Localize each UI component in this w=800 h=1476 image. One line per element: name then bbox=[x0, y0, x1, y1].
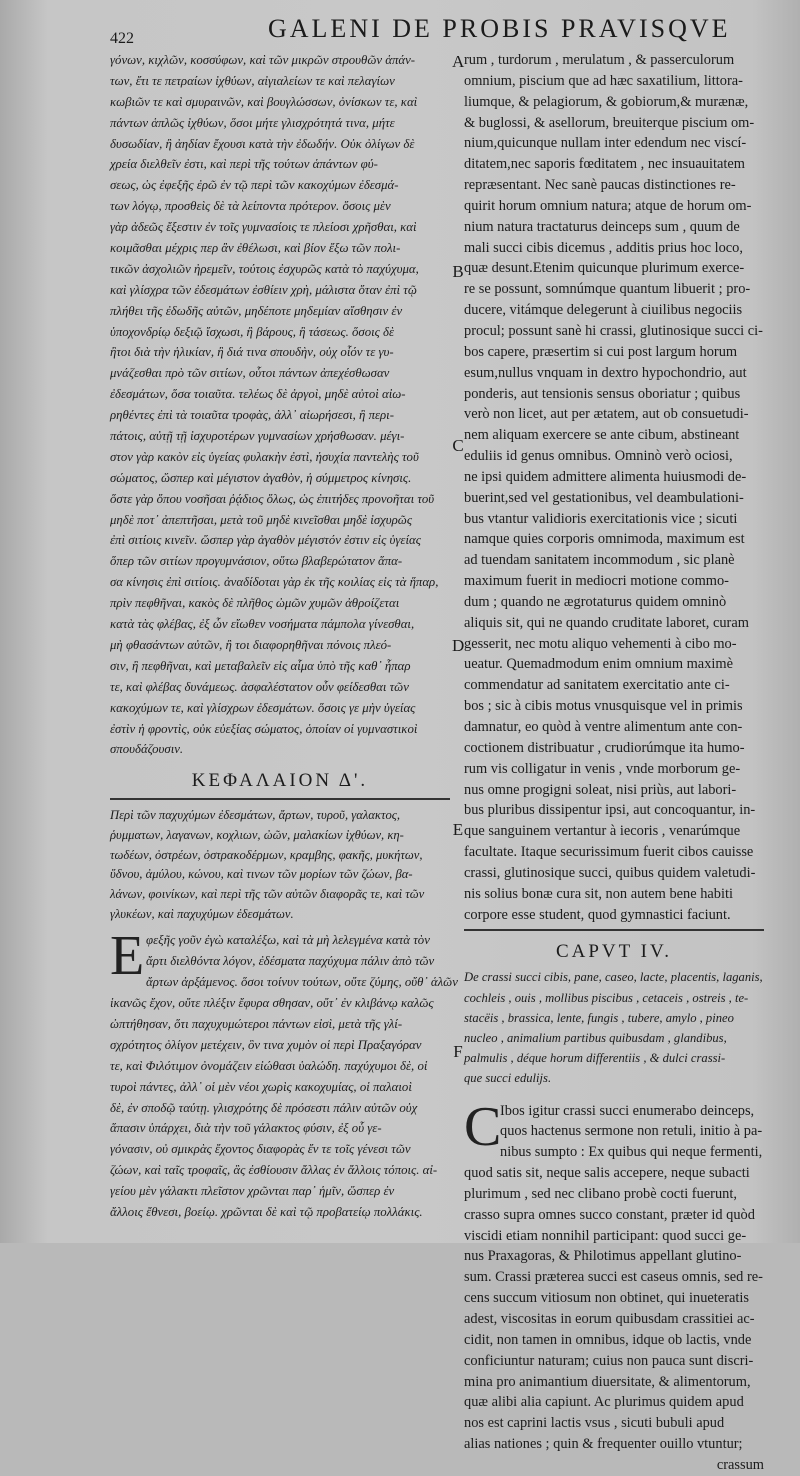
running-title: GALENI DE PROBIS PRAVISQVE bbox=[268, 14, 731, 43]
greek-line: δὲ, ἐν σποδῷ ταύτῃ. γλισχρότης δὲ πρόσεστι πάλιν αὐτῶν οὐχ bbox=[110, 1100, 418, 1115]
greek-line: ἄρτι διελθόντα λόγον, ἐδέσματα παχύχυμα πάλιν ἀπὸ τῶν bbox=[146, 954, 435, 969]
latin-line: rum , turdorum , merulatum , & passerculorum bbox=[464, 52, 735, 68]
greek-line: στον γὰρ κακὸν εἰς ὑγείας φυλακὴν ἐστὶ, ἡσυχία παντελὴς τοῦ bbox=[110, 449, 419, 464]
latin-line: nium,quicunque nullam inter edendum nec viscí- bbox=[464, 135, 747, 152]
greek-line: κοιμᾶσθαι μέχρις περ ἂν ἐθέλωσι, καὶ βίον ἔξω τῶν πολι- bbox=[110, 241, 401, 256]
greek-line: σώματος, ὥσπερ καὶ μέγιστον ἀγαθὸν, ἡ σύμμετρος κίνησις. bbox=[110, 470, 412, 485]
latin-line: damnatur, eo quòd à ventre alimentum ante con- bbox=[464, 719, 743, 735]
greek-line: φεξῆς γοῦν ἐγὼ καταλέξω, καὶ τὰ μὴ λελεγμένα κατὰ τὸν bbox=[146, 933, 430, 948]
latin-chapter-heading: CAPVT IV. bbox=[555, 941, 673, 963]
latin-line: ponderis, aut tensionis sensus oboriatur ; quibus bbox=[464, 385, 741, 402]
latin-heading-rule bbox=[464, 929, 764, 931]
greek-line: των λόγῳ, προσθεὶς δὲ τὰ λείποντα πρότερον. ὅσοις μὲν bbox=[110, 199, 391, 214]
greek-summary-line: λάνων, φοινίκων, καὶ περὶ τῆς τῶν αὐτῶν διαφορᾶς τε, καὶ τῶν bbox=[110, 887, 425, 902]
latin-line: plurimum , sed nec clibano probè cocti fuerunt, bbox=[464, 1185, 737, 1202]
catchword: crassum bbox=[716, 1456, 764, 1473]
latin-line: nis solius bonæ cura sit, non autem bene habiti bbox=[464, 885, 733, 902]
marginal-letter-e: E bbox=[452, 820, 464, 839]
latin-line: gesserit, nec motu aliquo vehementi à cibo mo- bbox=[464, 635, 737, 652]
latin-line: re se possunt, somnúmque quantum libuerit ; pro- bbox=[464, 281, 751, 298]
greek-line: σπουδάζουσιν. bbox=[110, 742, 184, 757]
latin-summary-line: nucleo , animalium partibus quibusdam , glandibus, bbox=[464, 1031, 727, 1045]
latin-line: nem aliquam exercere se ante cibum, abstineant bbox=[464, 427, 740, 444]
greek-line: τυροὶ πάντες, ἀλλ᾽ οἱ μὲν νέοι χωρὶς κακοχυμίας, οἱ παλαιοὶ bbox=[110, 1079, 412, 1094]
latin-line: buerint,sed vel gestationibus, vel deambulationi- bbox=[464, 489, 744, 506]
greek-text-body bbox=[110, 925, 458, 1222]
page-header bbox=[0, 8, 800, 48]
latin-line: viscidi etiam nonnihil participant: quod succi ge- bbox=[464, 1227, 747, 1244]
greek-line: μνάζεσθαι πρὸ τῶν σιτίων, οὗτοι πάντων ἀπεχέσθωσαν bbox=[110, 366, 390, 381]
latin-line: rum vis colligatur in venis , vnde morborum ge- bbox=[464, 760, 741, 777]
latin-line: procul; possunt sanè hi crassi, glutinosique succi ci- bbox=[464, 322, 763, 339]
latin-line: bos ; sic à cibis motus vnusquisque vel in primis bbox=[464, 698, 743, 715]
marginal-letter-d: D bbox=[452, 636, 465, 655]
greek-line: σχρότητος ὀλίγον μετέχειν, ὃν τινα χυμὸν οἱ περὶ Πραξαγόραν bbox=[110, 1037, 422, 1052]
latin-line: crasso supra omnes succo constant, præter id quòd bbox=[464, 1206, 755, 1223]
latin-line: cens succum vitiosum non obtinet, qui inueteratis bbox=[464, 1290, 749, 1307]
latin-summary-line: De crassi succi cibis, pane, caseo, lacte, placentis, laganis, bbox=[464, 970, 763, 985]
greek-line: χρεία διελθεῖν ἐστι, καὶ περὶ τῆς τούτων ἁπάντων φύ- bbox=[110, 157, 378, 172]
latin-line: nibus sumpto : Ex quibus qui neque fermenti, bbox=[500, 1144, 763, 1161]
latin-line: ad tuendam sanitatem incommodum , sic planè bbox=[464, 552, 735, 569]
greek-line: πάντων ἁπλῶς ἰχθύων, ὅσοι μήτε γλισχρότητά τινα, μήτε bbox=[110, 115, 395, 130]
greek-line: ἐστὶν ἡ φροντὶς, οὐκ εὐεξίας σώματος, ὁποίαν οἱ γυμναστικοὶ bbox=[110, 721, 418, 736]
greek-line: τε, καὶ Φιλότιμον ὀνομάζειν εἰώθασι ὑαλώδη. παχύχυμοι δὲ, οἱ bbox=[110, 1058, 428, 1073]
greek-line: τικῶν ἀσχολιῶν ἠρεμεῖν, τούτοις ἐσχυρῶς κατὰ τὸ παχύχυμα, bbox=[110, 261, 419, 276]
latin-line: ditatem,nec saporis fœditatem , nec insuauitatem bbox=[464, 156, 745, 173]
greek-line: ἄλλοις ἔθνεσι, βοείῳ. χρῶνται δὲ καὶ τῷ προβατείῳ πολλάκις. bbox=[110, 1204, 423, 1219]
latin-line: nus omne progigni soleat, nisi priùs, aut labori- bbox=[464, 781, 737, 798]
latin-line: omnium, piscium que ad hæc saxatilium, littora- bbox=[464, 72, 743, 89]
greek-line: καὶ γλίσχρα τῶν ἐδεσμάτων ἐσθίειν χρὴ, μάλιστα ὅταν ἐπὶ τῷ bbox=[110, 282, 417, 297]
greek-summary-line: ῥυμματων, λαγανων, κοχλιων, ὠῶν, μαλακίων ἰχθύων, κη- bbox=[110, 827, 404, 842]
latin-summary-line: que succi edulijs. bbox=[464, 1071, 552, 1086]
latin-line: quæ alibi alia capiunt. Ac plurimus quidem apud bbox=[464, 1394, 744, 1411]
latin-line: coctionem distribuatur , crudiorúmque ita humo- bbox=[464, 739, 745, 756]
greek-line: ἅπασιν ὑπάρχει, διὰ τὴν τοῦ γάλακτος φύσιν, ἐξ οὗ γε- bbox=[110, 1121, 382, 1136]
latin-line: cidit, non tamen in omnibus, idque ob lactis, vnde bbox=[464, 1331, 752, 1348]
greek-line: τε, καὶ φλέβας δυνάμεως. ἀσφαλέστατον οὖν φείδεσθαι τῶν bbox=[110, 679, 409, 694]
latin-line: & buglossi, & asellorum, breuiterque piscium om- bbox=[464, 114, 755, 131]
latin-line: quod satis sit, neque salis accepere, neque subacti bbox=[464, 1165, 750, 1182]
latin-line: mali succi cibis dicemus , additis prius hoc loco, bbox=[464, 239, 743, 256]
latin-line: ne ipsi quidem admittere alimenta huiusmodi de- bbox=[464, 468, 747, 485]
greek-line: σα κίνησις ἐπὶ σιτίοις. ἀναδίδοται γὰρ ἐκ τῆς κοιλίας εἰς τὰ ἥπαρ, bbox=[110, 575, 439, 590]
latin-line: eduliis id genus omnibus. Omninò verò ociosi, bbox=[464, 448, 733, 465]
greek-line: ζώων, καὶ ταῖς τροφαῖς, ἃς ἐσθίουσιν ἄλλας ἐν ἄλλοις τόποις. αἰ- bbox=[110, 1163, 438, 1178]
greek-drop-cap: Ε bbox=[110, 925, 145, 988]
marginal-letter-b: B bbox=[452, 262, 464, 281]
latin-text-top bbox=[464, 50, 764, 925]
greek-summary-line: Περὶ τῶν παχυχύμων ἐδεσμάτων, ἄρτων, τυροῦ, γαλακτος, bbox=[110, 808, 401, 823]
greek-line: γείου μὲν γάλακτι πλεῖστον χρῶνται παρ᾽ ἡμῖν, ὥσπερ ἐν bbox=[110, 1184, 395, 1199]
latin-line: bus pluribus dissipentur ipsi, aut concoquantur, in- bbox=[464, 802, 756, 819]
latin-summary-line: cochleis , ouis , mollibus piscibus , cetaceis , ostreis , te- bbox=[464, 990, 749, 1005]
latin-line: dum ; quando ne ægrotaturus quidem omninò bbox=[464, 593, 727, 610]
greek-line: πάτοις, αὐτῇ τῇ ἰσχυροτέρων γυμνασίων χρήσθωσαν. μέγι- bbox=[110, 429, 405, 444]
latin-line: corpore esse student, quod gymnastici faciunt. bbox=[464, 906, 731, 923]
greek-line: ὅπερ τῶν σιτίων προγυμνάσιον, οὕτω βλαβερώτατον ἅπα- bbox=[110, 554, 403, 569]
latin-line: nus Praxagoras, & Philotimus appellant glutino- bbox=[464, 1248, 742, 1265]
greek-line: ἱκανῶς ἔχον, οὔτε πλέξιν ἔφυρα σθησαν, οὔτ᾽ ἐν κλιβάνῳ καλῶς bbox=[110, 996, 434, 1011]
greek-line: ἐπὶ σιτίοις κινεῖν. ὥσπερ γὰρ ἀγαθὸν μέγιστόν ἐστιν εἰς ὑγείας bbox=[110, 533, 421, 548]
greek-summary-line: γλυκέων, καὶ παχυχύμων ἐδεσμάτων. bbox=[110, 906, 294, 921]
greek-line: ὑποχονδρίῳ δεξιῷ ἴσχωσι, ἢ βάρους, ἢ τάσεως. ὅσοις δὲ bbox=[110, 324, 395, 339]
latin-summary-line: palmulis , déque horum differentiis , & dulci crassi- bbox=[464, 1051, 726, 1066]
greek-column bbox=[110, 50, 458, 1219]
latin-line: namque quies corporis omnimoda, maximum est bbox=[464, 531, 745, 548]
greek-text-top bbox=[110, 50, 450, 760]
greek-line: δυσωδίαν, ἢ ἀηδίαν ἔχουσι κατὰ τὴν ἐδωδήν. Οὐκ ὀλίγων δὲ bbox=[110, 136, 415, 151]
latin-line: sum. Crassi præterea succi est caseus omnis, sed re- bbox=[464, 1269, 763, 1286]
marginal-letter-f: F bbox=[453, 1042, 463, 1061]
greek-line: πρὶν πεφθῆναι, κακὸς δὲ πλῆθος ὠμῶν χυμῶν ἀθροίζεται bbox=[110, 596, 400, 611]
greek-line: γόνων, κιχλῶν, κοσσύφων, καὶ τῶν μικρῶν στρουθῶν ἁπάν- bbox=[110, 53, 416, 67]
latin-line: bus vtantur validioris exercitationis vice ; sicuti bbox=[464, 510, 738, 527]
page-number: 422 bbox=[110, 30, 134, 47]
greek-line: κακοχύμων τε, καὶ γλίσχρων ἐδεσμάτων. ὅσοις γε μὴν ὑγείας bbox=[110, 700, 416, 715]
greek-line: μὴ φθασάντων αὐτῶν, ἢ τοι διαφορηθῆναι πόνοις πλεό- bbox=[110, 637, 392, 652]
marginal-letter-a: A bbox=[452, 52, 465, 71]
latin-line: facultate. Itaque securissimum fuerit cibos cauisse bbox=[464, 844, 754, 861]
latin-line: adest, viscositas in eorum quibusdam crassitiei ac- bbox=[464, 1311, 755, 1327]
latin-line: commendatur ad sanitatem exercitatio ante ci- bbox=[464, 677, 730, 694]
latin-line: quos hactenus sermone non retuli, initio à pa- bbox=[500, 1123, 763, 1140]
greek-line: σιν, ἢ πεφθῆναι, καὶ μεταβαλεῖν εἰς αἷμα ὑπὸ τῆς καθ᾽ ἧπαρ bbox=[110, 658, 411, 673]
greek-line: ἢτοι διὰ τὴν ἡλικίαν, ἢ διά τινα σπουδὴν, οὐχ οἷόν τε γυ- bbox=[110, 345, 394, 360]
latin-line: conficiuntur naturam; cuius non pauca sunt discri- bbox=[464, 1352, 754, 1369]
latin-line: bos capere, præsertim si cui post largum horum bbox=[464, 343, 738, 360]
latin-line: maximum fuerit in mediocri motione commo- bbox=[464, 573, 729, 590]
latin-summary-line: stacëis , brassica, lente, fungis , tubere, amylo , pineo bbox=[464, 1010, 734, 1025]
greek-line: κωβιῶν τε καὶ σμυραινῶν, καὶ βουγλώσσων, ὀνίσκων τε, καὶ bbox=[110, 94, 418, 109]
greek-chapter-heading: ΚΕΦΑΛΑΙΟΝ Δ'. bbox=[191, 770, 369, 792]
latin-line: aliquis sit, qui ne quando cruditate laboret, curam bbox=[464, 614, 749, 631]
latin-chapter-summary bbox=[464, 967, 764, 1088]
greek-heading-rule bbox=[110, 798, 450, 800]
greek-line: ὅστε γὰρ ὅπου νοσῆσαι ῥᾴδιος ὅλως, ὡς ἐπιτήδες προνοῆται τοῦ bbox=[110, 491, 435, 506]
latin-line: Ibos igitur crassi succi enumerabo deinceps, bbox=[500, 1102, 755, 1119]
greek-line: γὰρ ἀδεῶς ἔξεστιν ἐν τοῖς γυμνασίοις τε πλείοσι χρῆσθαι, καὶ bbox=[110, 220, 417, 235]
latin-line: ducere, vitámque delegerunt à ciuilibus negociis bbox=[464, 302, 743, 319]
latin-line: repræsentant. Nec sanè paucas distinctiones re- bbox=[464, 177, 736, 194]
latin-drop-cap: C bbox=[464, 1095, 502, 1158]
greek-line: ρηθέντες ἐπὶ τὰ τοιαῦτα τροφὰς, ἀλλ᾽ αἰωρήσεσι, ἢ περι- bbox=[110, 408, 394, 423]
latin-line: mina pro animantium diuersitate, & alimentorum, bbox=[464, 1373, 751, 1390]
greek-line: ἐδεσμάτων, ὅσα τοιαῦτα. τελέως δὲ ἀργοὶ, μηδὲ αὐτοὶ αἰω- bbox=[110, 387, 406, 402]
latin-line: quirit horum omnium natura; atque de horum om- bbox=[464, 197, 752, 214]
greek-line: μηδὲ ποτ᾽ ἀπεπτῆσαι, μετὰ τοῦ μηδὲ κινεῖσθαι μηδὲ ἰσχυρῶς bbox=[110, 512, 413, 527]
greek-line: ὠπτήθησαν, ὅτι παχυχυμώτεροι πάντων εἰσὶ, μετὰ τῆς γλί- bbox=[110, 1016, 403, 1031]
latin-line: esum,nullus vnquam in dextro hypochondrio, aut bbox=[464, 364, 747, 381]
latin-line: nos est caprini lactis vsus , sicuti bubuli apud bbox=[464, 1415, 725, 1432]
latin-line: crassi, glutinosique succi, quibus quidem valetudi- bbox=[464, 864, 756, 881]
latin-line: que sanguinem vertantur à iecoris , venarúmque bbox=[464, 823, 741, 840]
latin-line: quæ desunt.Etenim quicunque plurimum exerce- bbox=[464, 260, 745, 277]
greek-line: των, ἔτι τε πετραίων ἰχθύων, αἰγιαλείων τε καὶ πελαγίων bbox=[110, 73, 395, 88]
greek-chapter-summary bbox=[110, 806, 450, 924]
greek-line: ἄρτων ἀρξάμενος. ὅσοι τοίνυν τούτων, οὔτε ζύμης, οὔθ᾽ ἁλῶν bbox=[146, 975, 458, 990]
latin-line: alias nationes ; quin & frequenter ouillo vtuntur; bbox=[464, 1436, 743, 1453]
greek-summary-line: ὕδνου, ἀμύλου, κώνου, καὶ τινων τῶν μορίων τῶν ζώων, βα- bbox=[110, 867, 413, 882]
latin-column bbox=[464, 50, 764, 1473]
latin-line: verò non licet, aut per ætatem, aut ob consuetudi- bbox=[464, 406, 749, 423]
greek-line: γόνασιν, οὐ σμικρὰς ἔχοντος διαφορὰς ἔν τε τοῖς γένεσι τῶν bbox=[110, 1142, 411, 1157]
greek-line: πλήθει τῆς ἐδωδῆς αὐτῶν, μηδέποτε μηδεμίαν αἴσθησιν ἐν bbox=[110, 303, 403, 318]
latin-text-body bbox=[464, 1095, 764, 1476]
greek-line: σεως, ὡς ἐφεξῆς ἐρῶ ἐν τῷ περὶ τῶν κακοχύμων ἐδεσμά- bbox=[110, 178, 399, 193]
greek-line: κατὰ τὰς φλέβας, ἐξ ὧν εἴωθεν νοσήματα πάμπολα γίνεσθαι, bbox=[110, 617, 415, 632]
greek-summary-line: τωδέων, ὀστρέων, ὀστρακοδέρμων, κραμβης, φακῆς, μυκήτων, bbox=[110, 847, 423, 862]
latin-line: nium natura tractaturus deinceps sum , quum de bbox=[464, 218, 740, 235]
latin-line: ueatur. Quemadmodum enim omnium maximè bbox=[464, 656, 733, 673]
marginal-letter-c: C bbox=[452, 436, 464, 455]
latin-line: liumque, & pelagiorum, & gobiorum,& murænæ, bbox=[464, 93, 749, 110]
